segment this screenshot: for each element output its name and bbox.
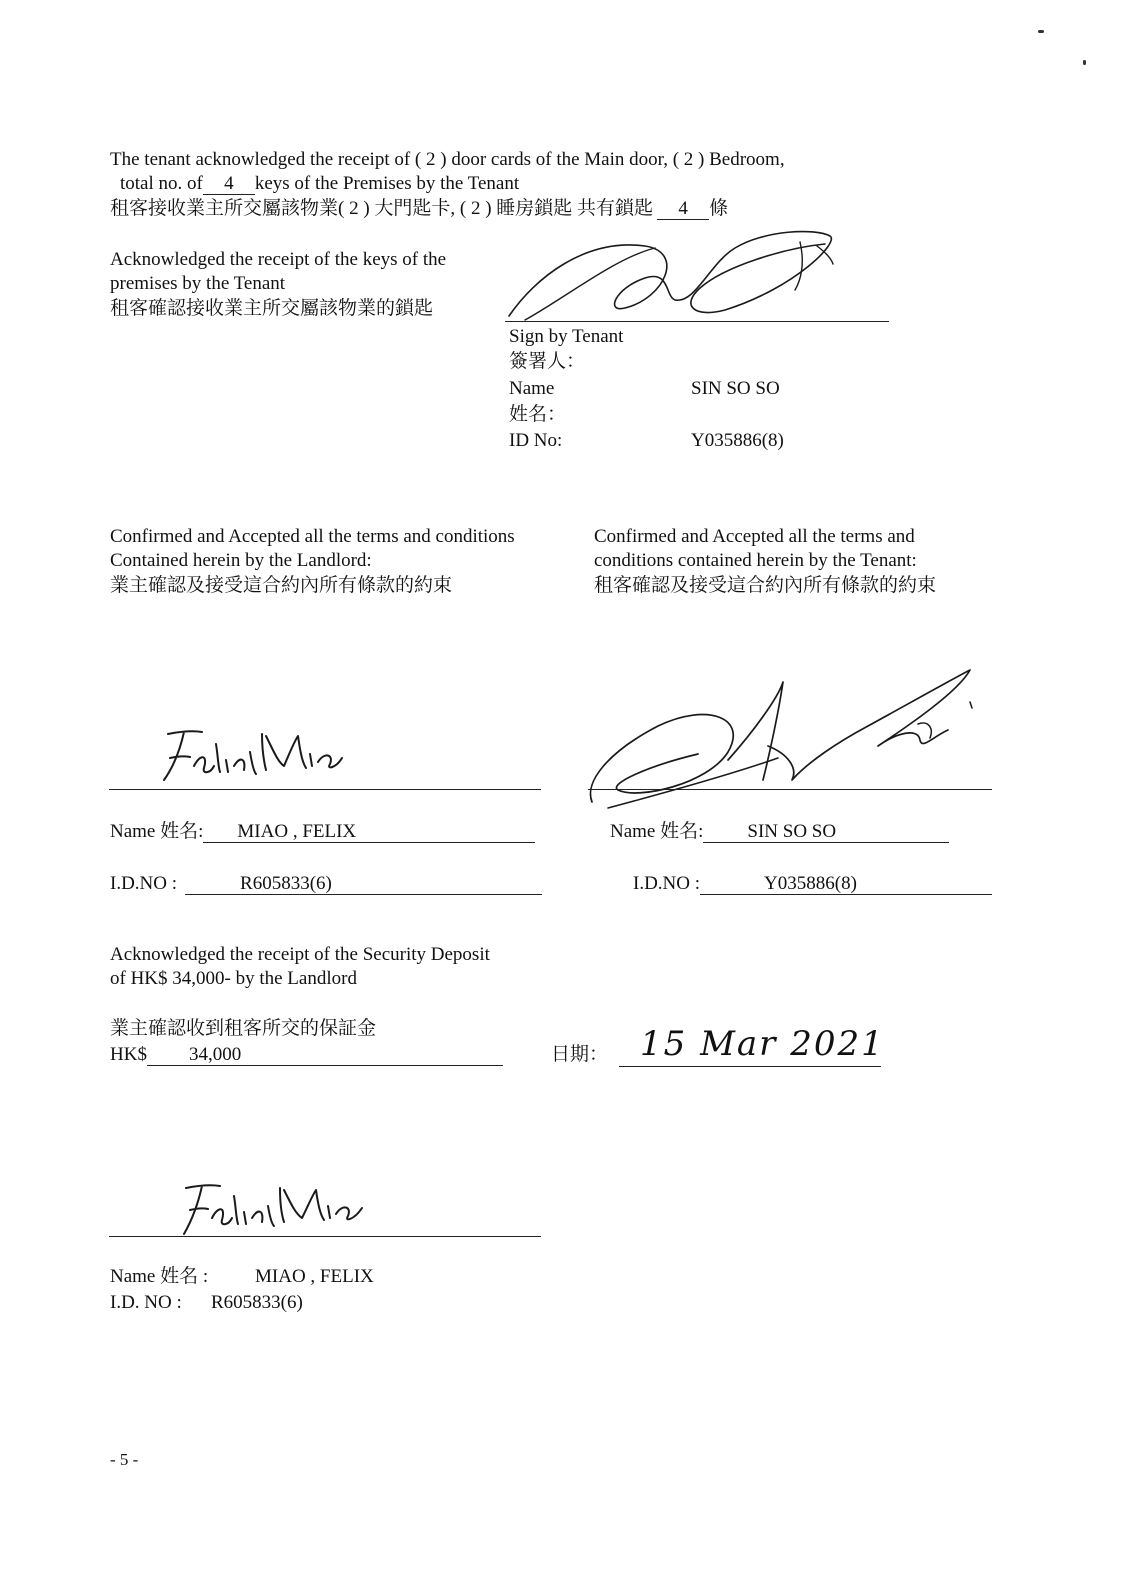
tenant-name-row bbox=[610, 820, 949, 844]
final-id-label: I.D. NO : bbox=[110, 1292, 182, 1313]
keys-clause-cn-total: 4 bbox=[657, 199, 709, 220]
landlord-id-row bbox=[110, 872, 542, 896]
landlord-signature bbox=[150, 722, 350, 790]
deposit-date-line bbox=[619, 1066, 881, 1067]
keys-clause-cn-prefix: 租客接收業主所交屬該物業( 2 ) 大門匙卡, ( 2 ) 睡房鎖匙 共有鎖匙 bbox=[110, 198, 654, 219]
tenant-id-label: ID No: bbox=[509, 430, 563, 451]
tenant-confirm-line1: Confirmed and Accepted all the terms and bbox=[594, 526, 915, 547]
keys-clause-line1: The tenant acknowledged the receipt of ( 2 ) door cards of the Main door, ( 2 ) Bedroom, bbox=[110, 149, 785, 170]
landlord-confirm-cn: 業主確認及接受這合約內所有條款的約束 bbox=[110, 575, 453, 596]
deposit-line1: Acknowledged the receipt of the Security Deposit bbox=[110, 944, 490, 965]
tenant-confirm-id-label: I.D.NO : bbox=[633, 873, 701, 894]
scan-speck bbox=[1038, 30, 1044, 33]
keys-clause-suffix: keys of the Premises by the Tenant bbox=[254, 173, 520, 194]
deposit-amount-label: HK$ bbox=[110, 1044, 147, 1065]
tenant-name-label: Name bbox=[509, 378, 555, 399]
tenant-signature-line-keys bbox=[505, 321, 889, 322]
landlord-confirm-line1: Confirmed and Accepted all the terms and conditions bbox=[110, 526, 515, 547]
landlord-signature-line bbox=[109, 789, 541, 790]
keys-ack-cn: 租客確認接收業主所交屬該物業的鎖匙 bbox=[110, 298, 434, 319]
tenant-confirm-name-label: Name 姓名: bbox=[610, 821, 704, 842]
keys-ack-line1: Acknowledged the receipt of the keys of the bbox=[110, 249, 447, 270]
landlord-name-label: Name 姓名: bbox=[110, 821, 204, 842]
tenant-signature-line-confirm bbox=[588, 789, 992, 790]
landlord-name-row bbox=[110, 820, 535, 844]
keys-clause-line2 bbox=[120, 172, 519, 196]
tenant-id-row bbox=[633, 872, 992, 896]
tenant-id-value: Y035886(8) bbox=[691, 430, 784, 451]
final-name-value: MIAO , FELIX bbox=[255, 1266, 374, 1287]
tenant-name-label-cn: 姓名： bbox=[509, 404, 567, 425]
scan-speck bbox=[1083, 60, 1086, 65]
landlord-id-label: I.D.NO : bbox=[110, 873, 178, 894]
total-keys-value: 4 bbox=[203, 174, 255, 195]
deposit-date-label: 日期： bbox=[551, 1044, 609, 1065]
keys-clause-prefix: total no. of bbox=[120, 173, 203, 194]
final-landlord-signature bbox=[172, 1178, 372, 1240]
tenant-name-value: SIN SO SO bbox=[691, 378, 780, 399]
tenant-signature-keys bbox=[495, 218, 855, 338]
deposit-line2: of HK$ 34,000- by the Landlord bbox=[110, 968, 357, 989]
tenant-confirm-line2: conditions contained herein by the Tenant: bbox=[594, 550, 917, 571]
keys-clause-cn-suffix: 條 bbox=[709, 198, 729, 219]
sign-by-tenant-label-cn: 簽署人： bbox=[509, 351, 586, 372]
landlord-name-value: MIAO , FELIX bbox=[203, 822, 535, 843]
tenant-confirm-name-value: SIN SO SO bbox=[703, 822, 949, 843]
deposit-date-handwritten: 15 Mar 2021 bbox=[640, 1024, 885, 1064]
landlord-confirm-line2: Contained herein by the Landlord: bbox=[110, 550, 372, 571]
tenant-confirm-id-value: Y035886(8) bbox=[700, 874, 992, 895]
keys-ack-line2: premises by the Tenant bbox=[110, 273, 286, 294]
deposit-amount-value: 34,000 bbox=[147, 1045, 503, 1066]
final-name-label: Name 姓名 : bbox=[110, 1266, 209, 1287]
deposit-cn: 業主確認收到租客所交的保証金 bbox=[110, 1018, 377, 1039]
landlord-id-value: R605833(6) bbox=[185, 874, 542, 895]
deposit-amount-row bbox=[110, 1043, 503, 1067]
final-id-value: R605833(6) bbox=[211, 1292, 303, 1313]
sign-by-tenant-label: Sign by Tenant bbox=[509, 326, 624, 347]
page-number: - 5 - bbox=[110, 1450, 139, 1469]
tenant-confirm-cn: 租客確認及接受這合約內所有條款的約束 bbox=[594, 575, 937, 596]
tenant-signature-confirm bbox=[578, 662, 988, 818]
final-signature-line bbox=[109, 1236, 541, 1237]
